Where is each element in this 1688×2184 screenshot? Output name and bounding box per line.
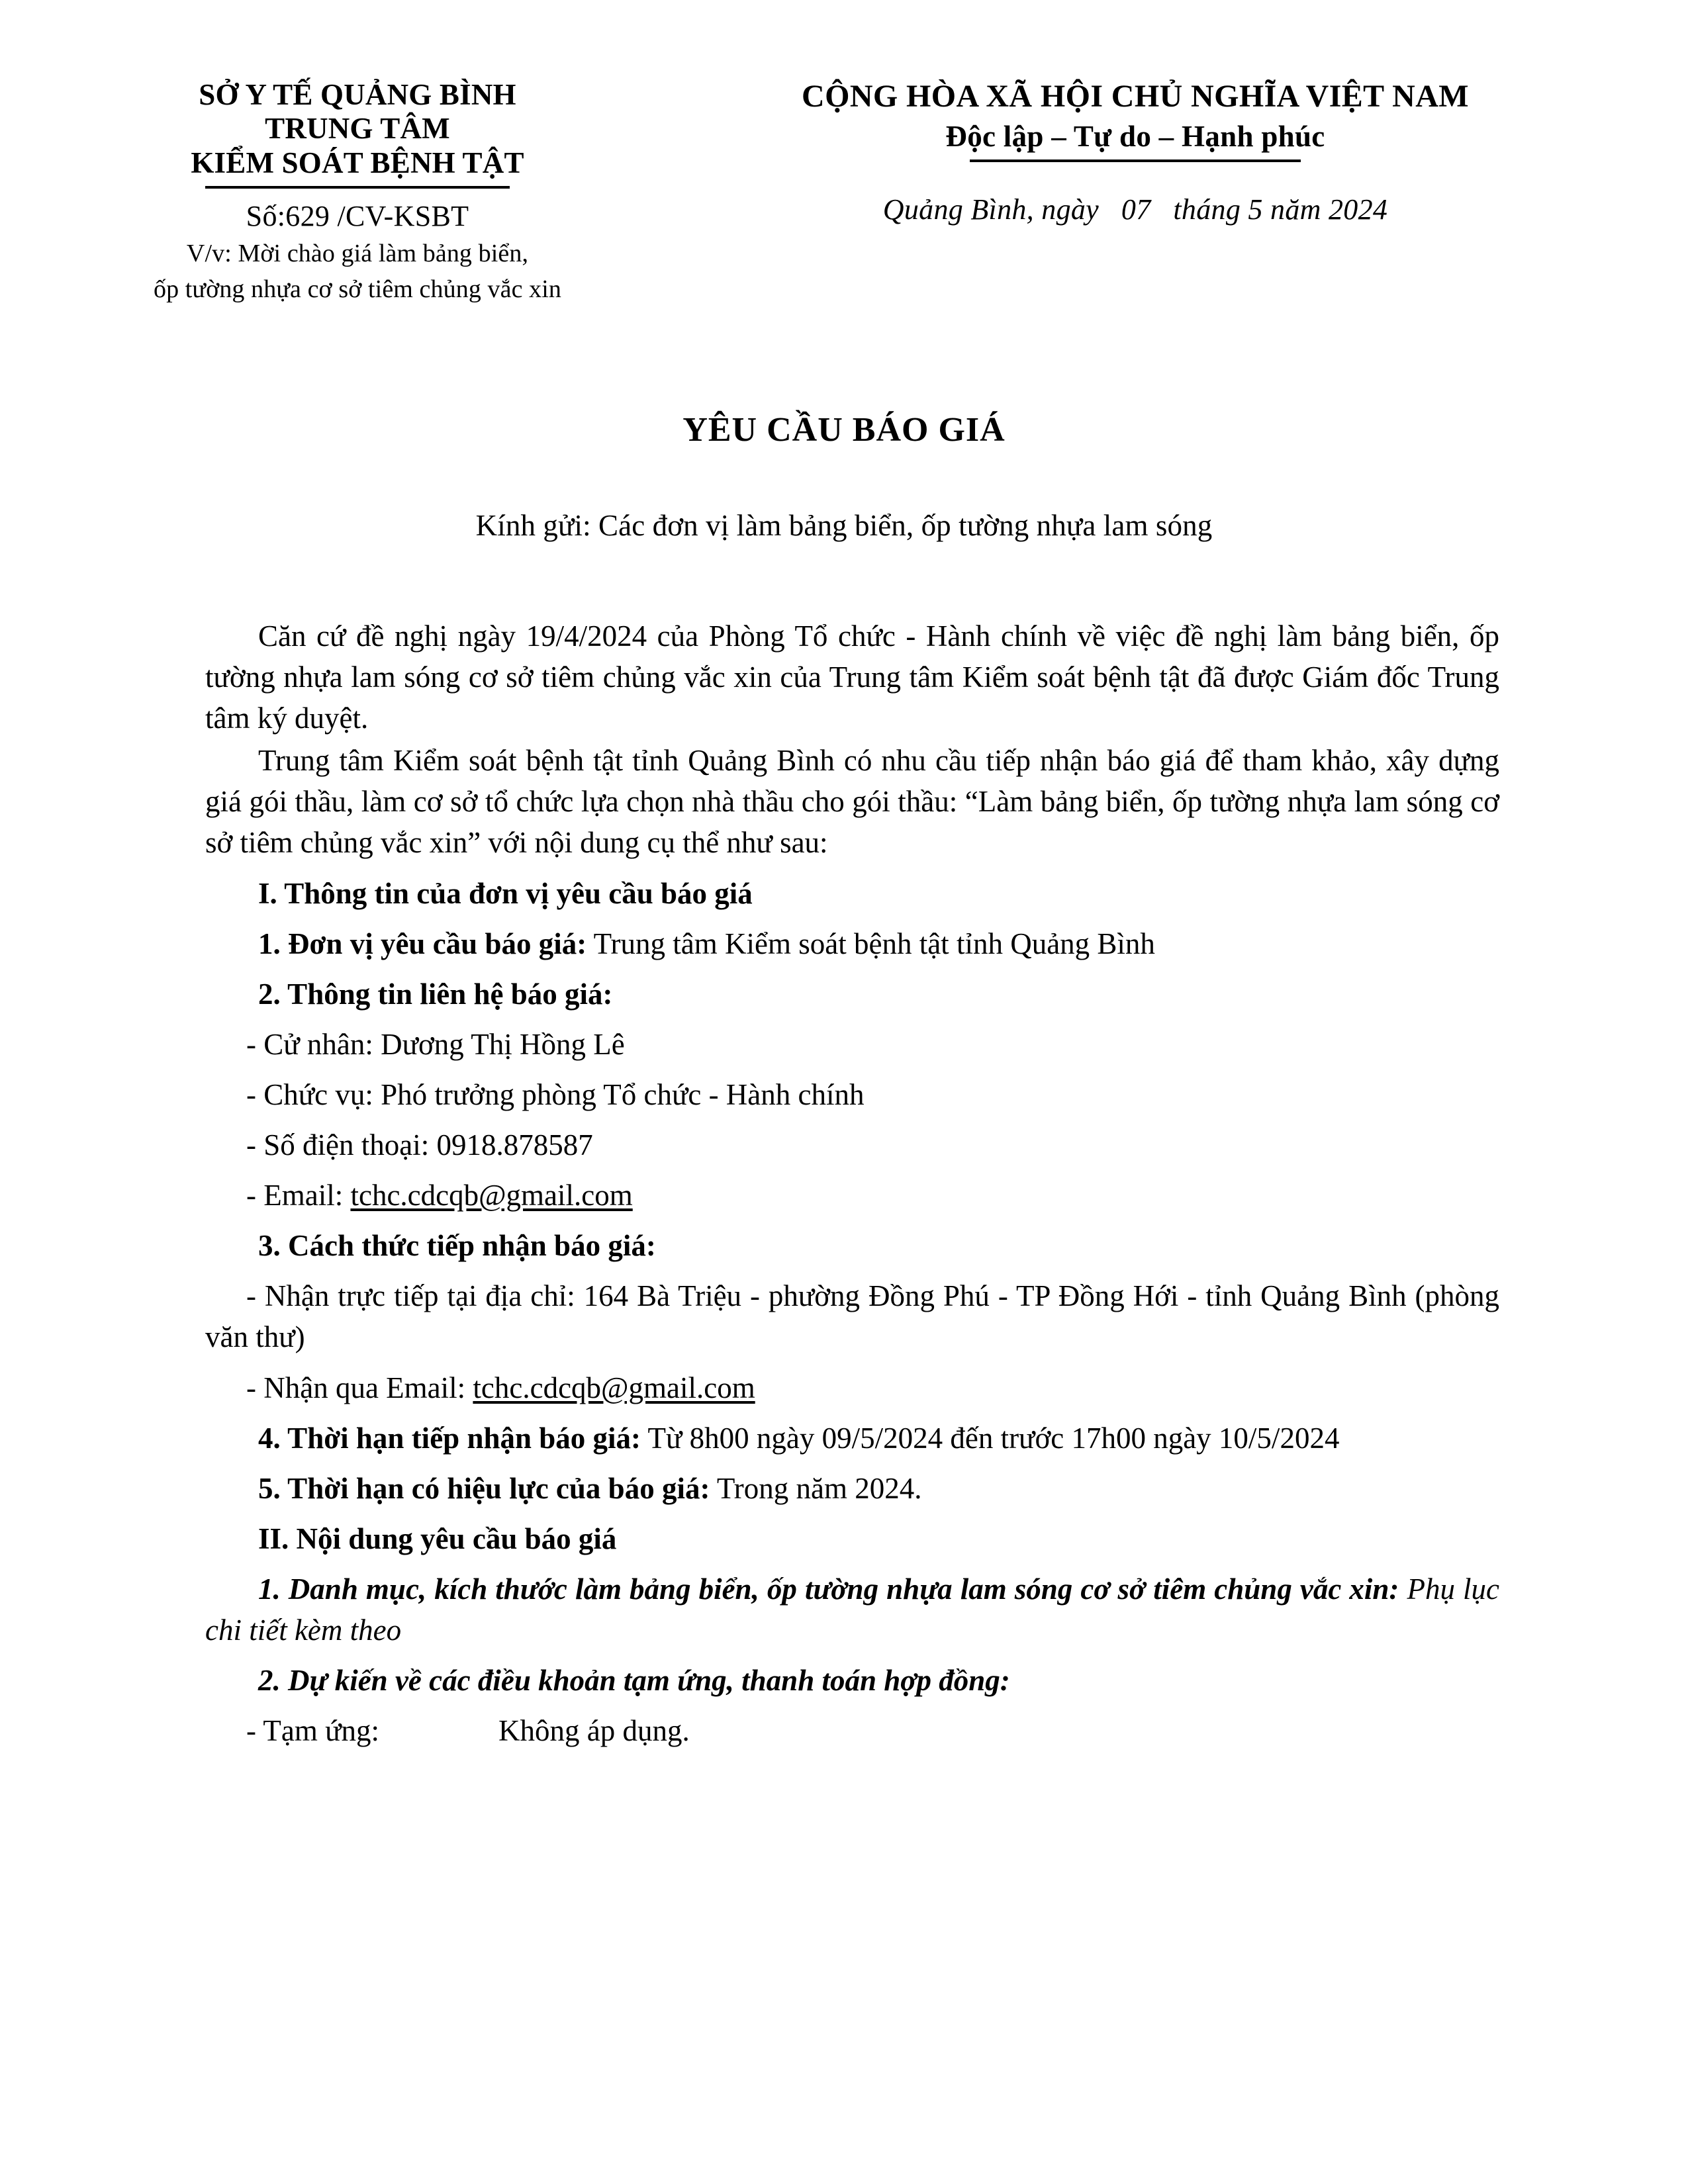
item-requesting-unit xyxy=(205,923,1499,964)
org-center-name-line2: KIỂM SOÁT BỆNH TẬT xyxy=(191,146,524,179)
contact-email-prefix: - Email: xyxy=(246,1179,351,1212)
country-name: CỘNG HÒA XÃ HỘI CHỦ NGHĨA VIỆT NAM xyxy=(802,79,1469,114)
header-divider-rule xyxy=(205,186,510,189)
item-requesting-unit-value: Trung tâm Kiểm soát bệnh tật tỉnh Quảng Bình xyxy=(586,927,1155,960)
document-body xyxy=(205,615,1499,1752)
document-subject-line1: V/v: Mời chào giá làm bảng biển, xyxy=(186,239,529,267)
document-number: Số:629 /CV-KSBT xyxy=(246,199,469,232)
page-title: YÊU CẦU BÁO GIÁ xyxy=(682,411,1006,449)
submission-email-address[interactable]: tchc.cdcqb@gmail.com xyxy=(473,1371,755,1404)
paragraph-basis: Căn cứ đề nghị ngày 19/4/2024 của Phòng Tổ chức - Hành chính về việc đề nghị làm bảng biển, ốp tường nhựa lam sóng cơ sở tiêm chủng vắc xin của Trung tâm Kiểm soát bệnh tật đã được Giám đốc Trung tâm ký duyệt. xyxy=(205,619,1499,735)
item-submission-method-label: 3. Cách thức tiếp nhận báo giá: xyxy=(258,1229,656,1263)
item-submission-method xyxy=(205,1225,1499,1266)
item-deadline xyxy=(205,1418,1499,1459)
content-item-catalog-value: Phụ lục chi tiết kèm theo xyxy=(205,1572,1499,1647)
contact-email-address[interactable]: tchc.cdcqb@gmail.com xyxy=(350,1179,633,1212)
item-contact-info-label: 2. Thông tin liên hệ báo giá: xyxy=(258,977,613,1011)
submission-in-person-address: - Nhận trực tiếp tại địa chỉ: 164 Bà Triệu - phường Đồng Phú - TP Đồng Hới - tỉnh Quảng Bình (phòng văn thư) xyxy=(205,1279,1499,1354)
item-validity-period-value: Trong năm 2024. xyxy=(710,1471,922,1505)
recipient-line: Kính gửi: Các đơn vị làm bảng biển, ốp tường nhựa lam sóng xyxy=(475,509,1213,542)
issuing-organization-block xyxy=(40,78,675,305)
payment-advance-label: - Tạm ứng: xyxy=(246,1714,380,1748)
org-center-name-line1: TRUNG TÂM xyxy=(265,112,450,146)
contact-position: - Chức vụ: Phó trưởng phòng Tổ chức - Hành chính xyxy=(246,1077,865,1111)
org-department-name: SỞ Y TẾ QUẢNG BÌNH xyxy=(199,78,516,111)
submission-by-email-line xyxy=(205,1367,1499,1408)
content-item-catalog xyxy=(205,1569,1499,1651)
item-requesting-unit-label: 1. Đơn vị yêu cầu báo giá: xyxy=(258,927,587,960)
submission-email-prefix: - Nhận qua Email: xyxy=(246,1371,473,1404)
item-validity-period xyxy=(205,1468,1499,1509)
document-header xyxy=(0,78,1688,305)
national-motto: Độc lập – Tự do – Hạnh phúc xyxy=(945,119,1325,153)
item-contact-info xyxy=(205,974,1499,1015)
contact-name: - Cử nhân: Dương Thị Hồng Lê xyxy=(246,1027,625,1061)
contact-phone: - Số điện thoại: 0918.878587 xyxy=(246,1128,593,1162)
item-validity-period-label: 5. Thời hạn có hiệu lực của báo giá: xyxy=(258,1471,710,1505)
contact-email-line xyxy=(205,1175,1499,1216)
heading-section-2 xyxy=(205,1518,1499,1559)
document-subject-line2: ốp tường nhựa cơ sở tiêm chủng vắc xin xyxy=(153,275,562,303)
paragraph-purpose: Trung tâm Kiểm soát bệnh tật tỉnh Quảng Bình có nhu cầu tiếp nhận báo giá để tham khảo, xây dựng giá gói thầu, làm cơ sở tổ chức lựa chọn nhà thầu cho gói thầu: “Làm bảng biển, ốp tường nhựa lam sóng cơ sở tiêm chủng vắc xin” với nội dung cụ thể như sau: xyxy=(205,744,1499,860)
place-and-date: Quảng Bình, ngày 07 tháng 5 năm 2024 xyxy=(882,193,1388,226)
heading-section-1 xyxy=(205,873,1499,914)
item-deadline-value: Từ 8h00 ngày 09/5/2024 đến trước 17h00 ngày 10/5/2024 xyxy=(641,1421,1340,1455)
content-item-catalog-label: 1. Danh mục, kích thước làm bảng biển, ốp tường nhựa lam sóng cơ sở tiêm chủng vắc xin: xyxy=(258,1572,1399,1606)
national-heading-block xyxy=(675,78,1688,226)
payment-advance-value: Không áp dụng. xyxy=(498,1714,690,1748)
heading-section-2-text: II. Nội dung yêu cầu báo giá xyxy=(258,1522,617,1555)
content-item-payment-terms xyxy=(205,1660,1499,1701)
content-item-payment-terms-label: 2. Dự kiến về các điều khoản tạm ứng, thanh toán hợp đồng: xyxy=(258,1664,1010,1698)
payment-advance-line xyxy=(205,1710,1499,1751)
item-deadline-label: 4. Thời hạn tiếp nhận báo giá: xyxy=(258,1421,641,1455)
heading-section-1-text: I. Thông tin của đơn vị yêu cầu báo giá xyxy=(258,876,753,910)
motto-divider-rule xyxy=(970,159,1301,162)
